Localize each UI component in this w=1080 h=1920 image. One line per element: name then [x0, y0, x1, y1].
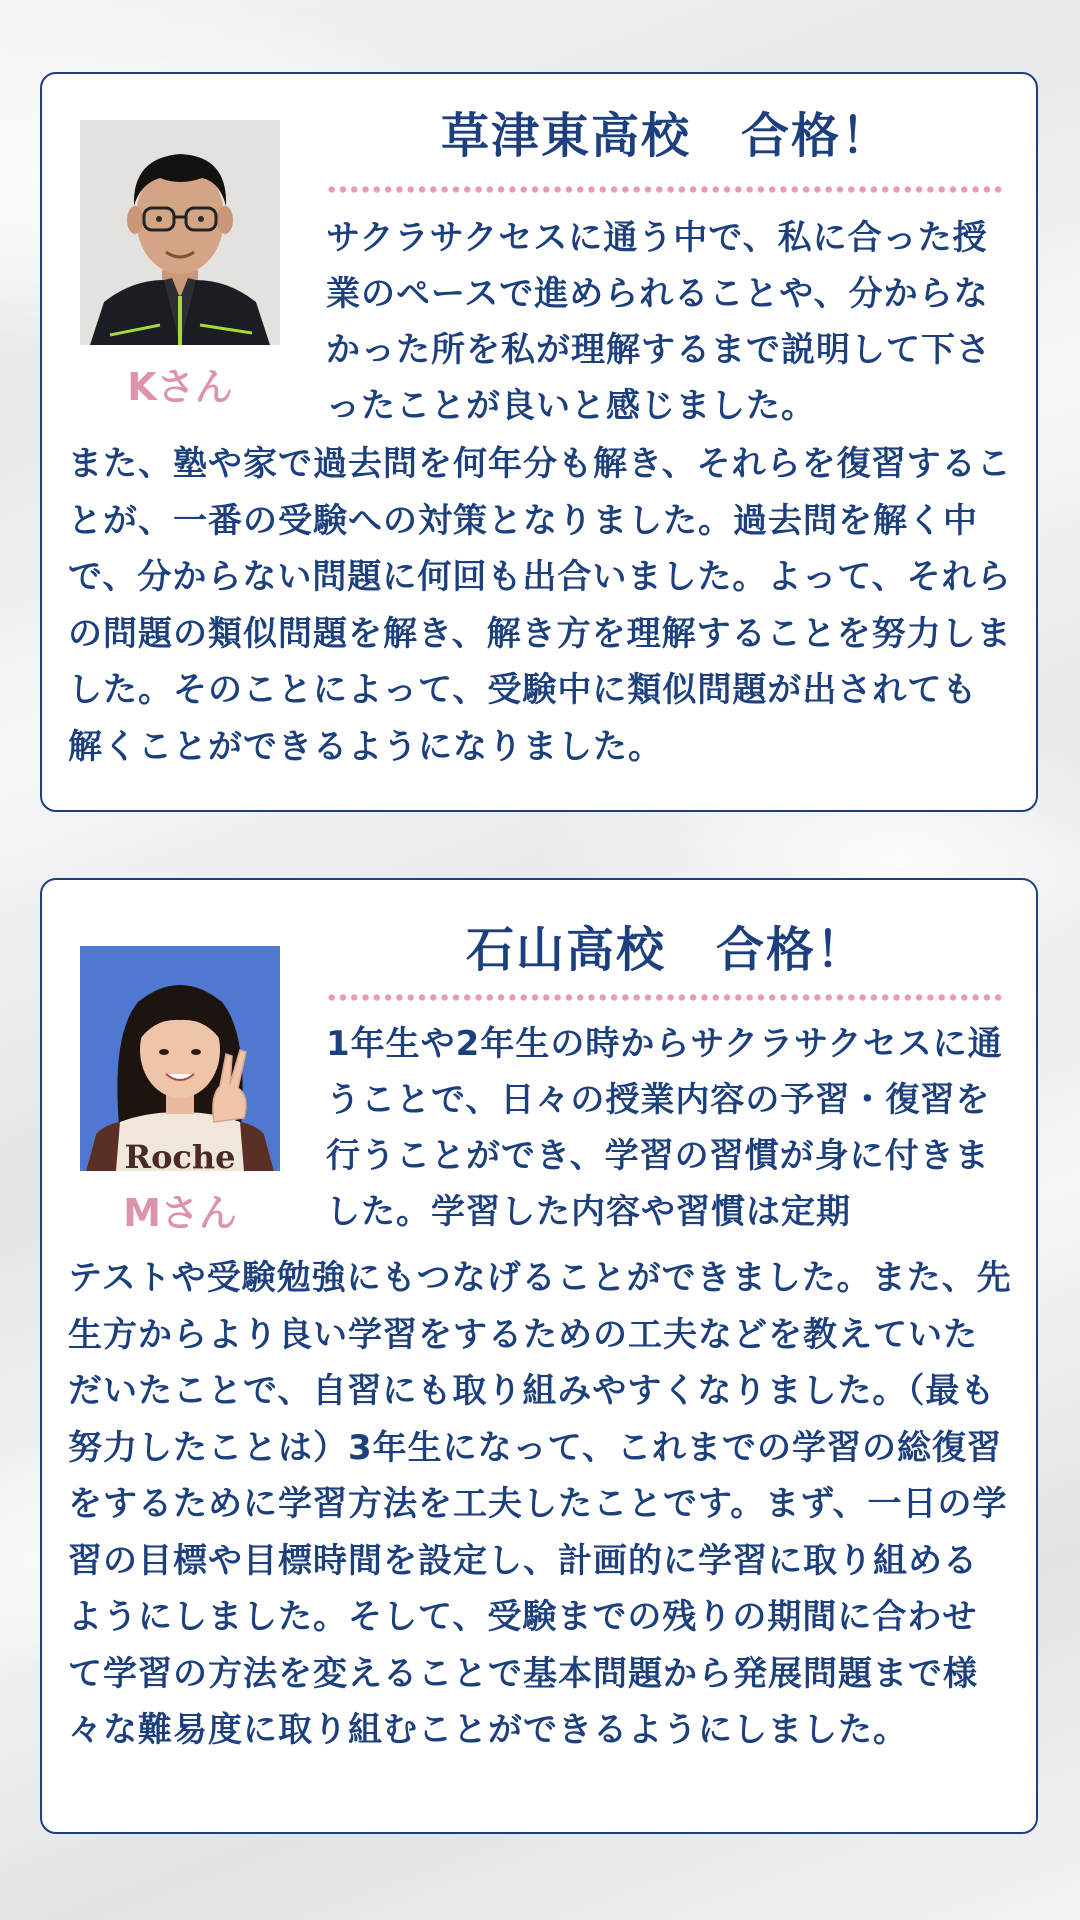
student-name: Mさん: [123, 1191, 237, 1235]
testimonial-card-1: [40, 72, 1038, 812]
student-photo: [80, 120, 280, 345]
school-pass-heading: 草津東高校 合格！: [440, 108, 891, 164]
student-name: Kさん: [127, 365, 233, 409]
dotted-divider: [326, 186, 1006, 193]
testimonial-intro-text: 1年生や2年生の時からサクラサクセスに通うことで、日々の授業内容の予習・復習を行うことができ、学習の習慣が身に付きました。学習した内容や習慣は定期: [326, 1024, 1003, 1232]
school-pass-heading: 石山高校 合格！: [465, 922, 866, 978]
testimonial-body-text: テストや受験勉強にもつなげることができました。また、先生方からより良い学習をするための工夫などを教えていただいたことで、自習にも取り組みやすくなりました。（最も努力したことは）3年生になって、これまでの学習の総復習をするために学習方法を工夫したことです。まず、一日の学習の目標や目標時間を設定し、計画的に学習に取り組めるようにしました。そして、受験までの残りの期間に合わせて学習の方法を変えることで基本問題から発展問題まで様々な難易度に取り組むことができるようにしました。: [68, 1258, 1012, 1750]
dotted-divider: [326, 994, 1006, 1001]
girl-portrait-image: [80, 946, 280, 1171]
testimonial-body-text: また、塾や家で過去問を何年分も解き、それらを復習することが、一番の受験への対策となりました。過去問を解く中で、分からない問題に何回も出合いました。よって、それらの問題の類似問題を解き、解き方を理解することを努力しました。そのことによって、受験中に類似問題が出されても解くことができるようになりました。: [68, 444, 1012, 767]
student-photo: [80, 946, 280, 1171]
testimonial-intro-text: サクラサクセスに通う中で、私に合った授業のペースで進められることや、分からなかった所を私が理解するまで説明して下さったことが良いと感じました。: [326, 218, 991, 426]
svg-text:Roche: Roche: [124, 1138, 236, 1171]
testimonial-card-2: [40, 878, 1038, 1834]
boy-portrait-image: [80, 120, 280, 345]
